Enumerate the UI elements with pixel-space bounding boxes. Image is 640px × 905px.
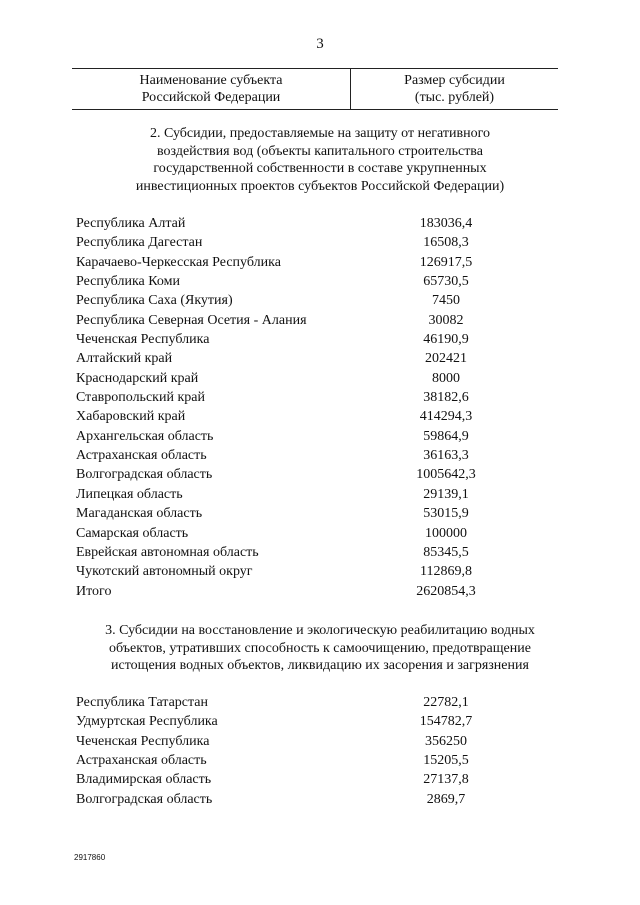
subject-name: Еврейская автономная область — [76, 544, 259, 560]
subsidy-value: 38182,6 — [423, 390, 469, 406]
subject-name: Республика Северная Осетия - Алания — [76, 312, 307, 328]
subject-name: Республика Татарстан — [76, 695, 209, 710]
subject-name: Астраханская область — [76, 753, 207, 769]
subject-name: Владимирская область — [76, 772, 212, 788]
section3-title-line: 3. Субсидии на восстановление и экологическую реабилитацию водных — [105, 623, 535, 638]
subsidy-value: 53015,9 — [423, 506, 469, 522]
subsidy-value: 15205,5 — [423, 753, 469, 769]
table-row — [76, 291, 566, 310]
section2-title-line: 2. Субсидии, предоставляемые на защиту от негативного — [150, 126, 490, 141]
subject-name: Карачаево-Черкесская Республика — [76, 254, 281, 270]
subsidy-value: 65730,5 — [423, 274, 469, 290]
total-value: 2620854,3 — [416, 583, 476, 599]
subsidy-value: 29139,1 — [423, 486, 469, 502]
subject-name: Алтайский край — [76, 351, 173, 367]
subsidy-value: 7450 — [432, 293, 460, 309]
subject-name: Липецкая область — [76, 486, 183, 502]
table-row — [76, 233, 566, 252]
subsidy-value: 22782,1 — [423, 695, 469, 710]
subject-name: Республика Саха (Якутия) — [76, 293, 233, 309]
subsidy-value: 30082 — [428, 312, 464, 328]
subsidy-value: 59864,9 — [423, 428, 469, 444]
subject-name: Ставропольский край — [76, 390, 205, 406]
table-row — [76, 504, 566, 523]
section2-title — [80, 125, 560, 195]
table-row — [76, 407, 566, 426]
section3-title — [70, 622, 570, 675]
subsidy-value: 46190,9 — [423, 332, 469, 348]
section3-title-line: объектов, утративших способность к самоочищению, предотвращение — [109, 640, 531, 656]
subsidy-value: 183036,4 — [419, 216, 473, 231]
subsidy-value: 202421 — [425, 351, 467, 367]
subject-name: Республика Алтай — [76, 216, 186, 231]
subsidy-value: 2869,7 — [426, 791, 466, 807]
subject-name: Хабаровский край — [76, 409, 186, 425]
subsidy-value: 414294,3 — [419, 409, 473, 425]
subject-name: Магаданская область — [76, 506, 203, 522]
subject-name: Чеченская Республика — [76, 332, 210, 348]
table-row — [76, 790, 566, 809]
header-subject-line1: Наименование субъекта — [139, 73, 283, 88]
section2-title-line: государственной собственности в составе укрупненных — [153, 161, 487, 176]
subsidy-value: 27137,8 — [423, 772, 469, 788]
table-row — [76, 214, 566, 233]
subject-name: Краснодарский край — [76, 370, 199, 386]
table-row — [76, 349, 566, 368]
subsidy-value: 1005642,3 — [416, 467, 476, 483]
subsidy-value: 126917,5 — [419, 254, 473, 270]
table-row — [76, 465, 566, 484]
subject-name: Республика Дагестан — [76, 235, 203, 251]
table-row — [76, 524, 566, 543]
subject-name: Самарская область — [76, 525, 189, 541]
table-row-total — [76, 582, 566, 601]
table-row — [76, 732, 566, 751]
table-row — [76, 693, 566, 712]
table-row — [76, 369, 566, 388]
table-row — [76, 770, 566, 789]
table-row — [76, 751, 566, 770]
table-row — [76, 543, 566, 562]
section2-table — [76, 214, 566, 601]
subsidy-value: 154782,7 — [419, 714, 473, 730]
subsidy-value: 112869,8 — [420, 564, 472, 580]
subject-name: Удмуртская Республика — [76, 714, 218, 730]
subsidy-value: 8000 — [432, 370, 460, 386]
subject-name: Астраханская область — [76, 448, 207, 464]
subject-name: Архангельская область — [76, 428, 214, 444]
header-subsidy-line1: Размер субсидии — [404, 73, 505, 88]
table-row — [76, 562, 566, 581]
subsidy-value: 100000 — [425, 525, 467, 541]
table-row — [76, 330, 566, 349]
table-row — [76, 253, 566, 272]
header-subsidy-column — [351, 69, 558, 109]
header-subject-column — [72, 69, 351, 109]
header-subsidy-line2: (тыс. рублей) — [414, 90, 495, 105]
header-subject-line2: Российской Федерации — [141, 90, 281, 105]
subject-name: Республика Коми — [76, 274, 180, 290]
subject-name: Чукотский автономный округ — [76, 564, 253, 580]
table-row — [76, 388, 566, 407]
document-code: 2917860 — [74, 853, 106, 862]
subject-name: Чеченская Республика — [76, 733, 210, 749]
subject-name: Волгоградская область — [76, 791, 213, 807]
table-row — [76, 272, 566, 291]
total-label: Итого — [76, 583, 112, 599]
page-number: 3 — [316, 36, 324, 52]
subsidy-value: 356250 — [425, 733, 467, 749]
table-header — [72, 68, 558, 110]
table-row — [76, 427, 566, 446]
section3-table — [76, 693, 566, 809]
subsidy-value: 85345,5 — [423, 544, 469, 560]
table-row — [76, 485, 566, 504]
subsidy-value: 16508,3 — [423, 235, 469, 251]
table-row — [76, 446, 566, 465]
section3-title-line: истощения водных объектов, ликвидацию их засорения и загрязнения — [111, 658, 529, 673]
section2-title-line: инвестиционных проектов субъектов Российской Федерации) — [135, 178, 505, 194]
table-row — [76, 311, 566, 330]
subject-name: Волгоградская область — [76, 467, 213, 483]
table-row — [76, 712, 566, 731]
subsidy-value: 36163,3 — [423, 448, 469, 464]
section2-title-line: воздействия вод (объекты капитального строительства — [157, 143, 483, 159]
